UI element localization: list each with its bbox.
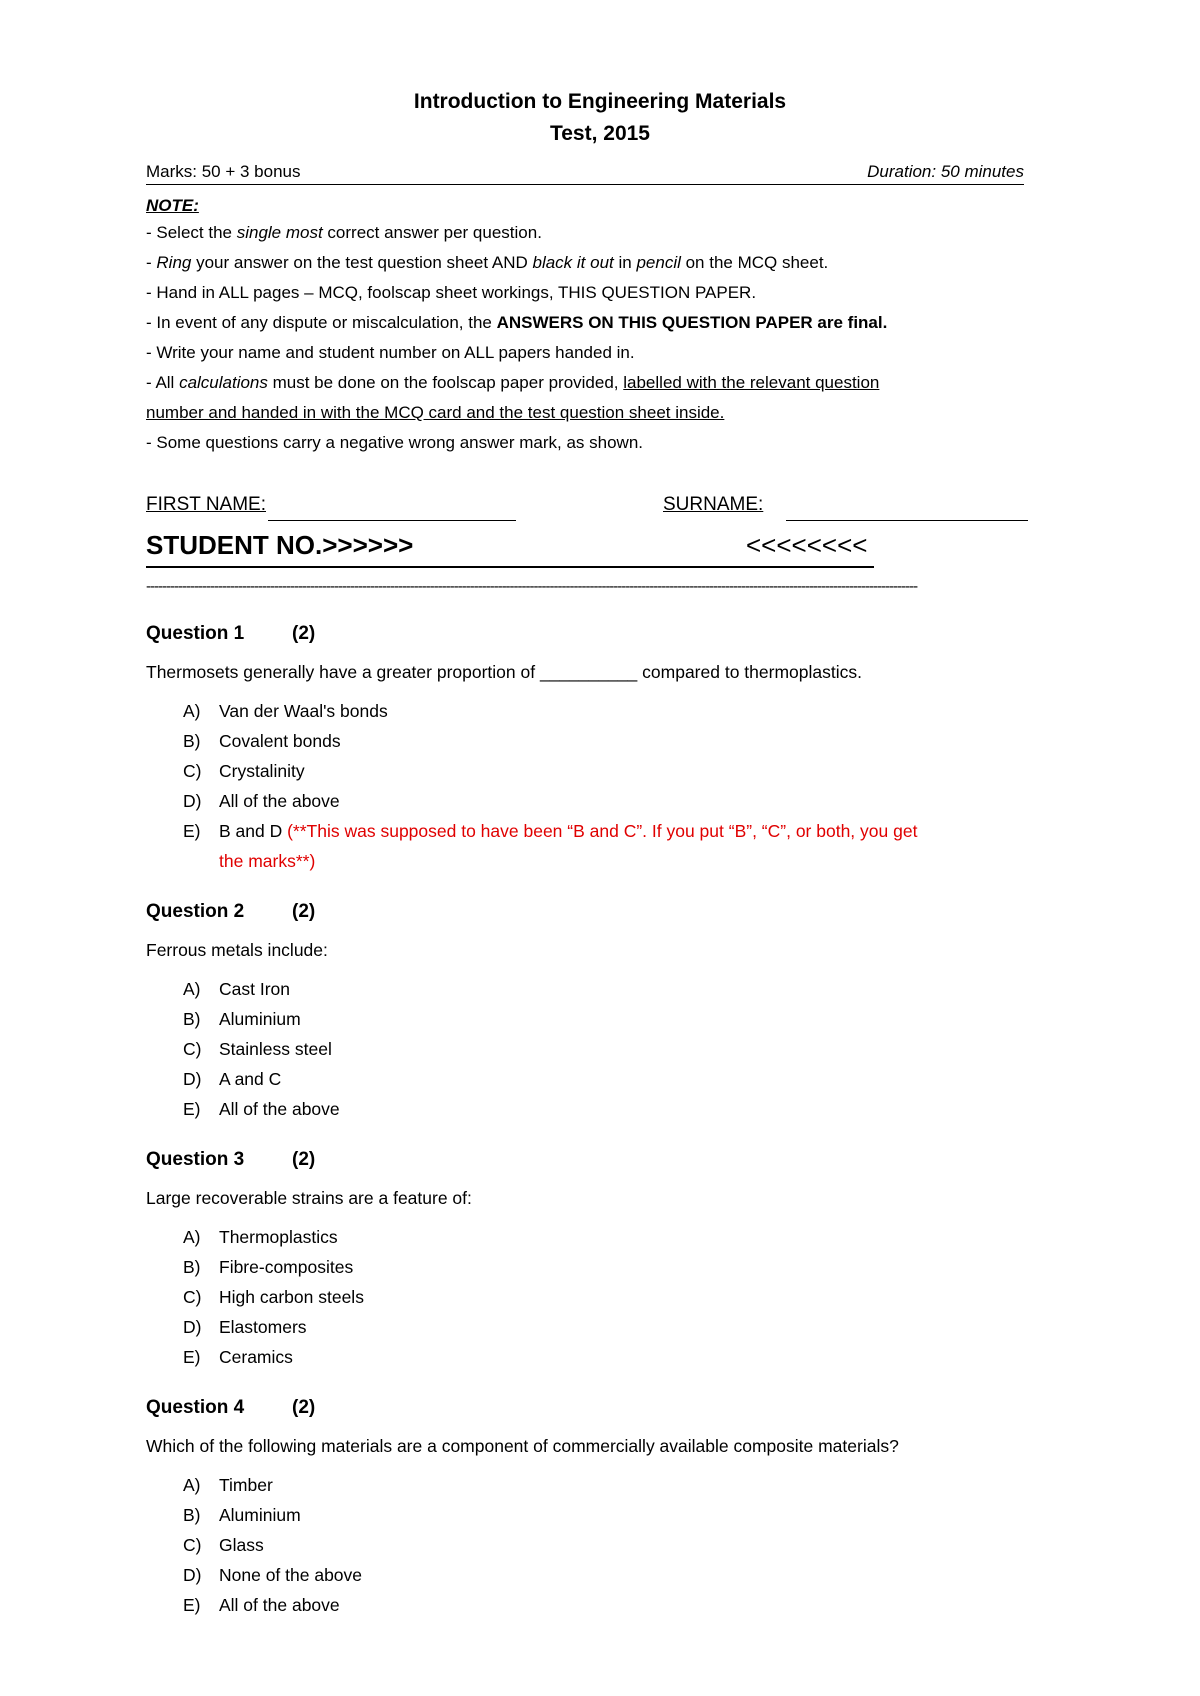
option-text: Cast Iron [219, 979, 290, 999]
question-1-heading [146, 623, 316, 645]
first-name-label: FIRST NAME: [146, 494, 266, 515]
question-label: Question 3 [146, 1149, 245, 1170]
question-2-option-b[interactable] [183, 1009, 301, 1030]
option-text: All of the above [219, 1099, 340, 1119]
question-1-option-a[interactable] [183, 701, 388, 722]
note-line-7: number and handed in with the MCQ card and the test question sheet inside. [146, 403, 725, 422]
option-letter: E) [183, 1099, 201, 1119]
option-text: Elastomers [219, 1317, 307, 1337]
note-line-3: - Hand in ALL pages – MCQ, foolscap sheet workings, THIS QUESTION PAPER. [146, 283, 757, 302]
option-text: Ceramics [219, 1347, 293, 1367]
question-1-option-d[interactable] [183, 791, 340, 812]
question-3-heading [146, 1149, 316, 1171]
note-line-2 [146, 253, 828, 273]
option-letter: B) [183, 1009, 201, 1029]
note-text: must be done on the foolscap paper provided, [267, 373, 624, 392]
note-text: on the MCQ sheet. [680, 253, 829, 272]
question-1-option-b[interactable] [183, 731, 341, 752]
option-text: B and D [219, 821, 288, 841]
note-emphasis: calculations [179, 373, 268, 392]
marks-duration-row [146, 160, 1024, 185]
question-3-text: Large recoverable strains are a feature of: [146, 1188, 472, 1208]
option-letter: A) [183, 701, 201, 721]
option-text: Fibre-composites [219, 1257, 354, 1277]
question-1-text: Thermosets generally have a greater proportion of __________ compared to thermoplastics. [146, 662, 862, 682]
separator-line: ------------------------------------------------------------------------------------------------------------------------------------------------------------------------------------------------- [146, 578, 918, 595]
option-letter: A) [183, 1227, 201, 1247]
note-bold: ANSWERS ON THIS QUESTION PAPER are final. [496, 313, 888, 332]
question-1-option-c[interactable] [183, 761, 305, 782]
option-letter: B) [183, 731, 201, 751]
note-emphasis: black it out [532, 253, 614, 272]
option-text: Glass [219, 1535, 264, 1555]
question-2-heading [146, 901, 316, 923]
question-marks: (2) [292, 623, 316, 644]
option-text: All of the above [219, 791, 340, 811]
question-2-option-c[interactable] [183, 1039, 332, 1060]
option-text: High carbon steels [219, 1287, 364, 1307]
question-2-option-e[interactable] [183, 1099, 340, 1120]
student-number-field[interactable] [146, 530, 874, 568]
option-letter: D) [183, 1069, 202, 1089]
option-letter: D) [183, 1565, 202, 1585]
question-2-text: Ferrous metals include: [146, 940, 328, 960]
question-3-option-a[interactable] [183, 1227, 338, 1248]
option-letter: B) [183, 1505, 201, 1525]
option-letter: E) [183, 1595, 201, 1615]
question-2-option-d[interactable] [183, 1069, 281, 1090]
question-4-heading [146, 1397, 316, 1419]
option-letter: A) [183, 979, 201, 999]
option-text: All of the above [219, 1595, 340, 1615]
question-3-option-e[interactable] [183, 1347, 293, 1368]
option-letter: D) [183, 791, 202, 811]
page-title: Introduction to Engineering Materials [413, 90, 787, 113]
correction-note-continued: the marks**) [219, 851, 316, 871]
option-letter: C) [183, 1287, 202, 1307]
question-marks: (2) [292, 901, 316, 922]
note-text: - All [146, 373, 180, 392]
marks-label: Marks: 50 + 3 bonus [146, 162, 301, 181]
question-3-option-c[interactable] [183, 1287, 364, 1308]
note-line-4 [146, 313, 887, 333]
question-4-option-e[interactable] [183, 1595, 340, 1616]
note-text: - In event of any dispute or miscalculation, the [146, 313, 497, 332]
duration-label: Duration: 50 minutes [867, 162, 1024, 181]
question-4-option-a[interactable] [183, 1475, 273, 1496]
option-letter: D) [183, 1317, 202, 1337]
option-letter: B) [183, 1257, 201, 1277]
question-4-option-b[interactable] [183, 1505, 301, 1526]
question-label: Question 2 [146, 901, 245, 922]
question-2-option-a[interactable] [183, 979, 290, 1000]
surname-field[interactable] [786, 520, 1028, 521]
question-4-option-d[interactable] [183, 1565, 362, 1586]
student-number-end: <<<<<<<< [746, 530, 868, 560]
question-4-option-c[interactable] [183, 1535, 264, 1556]
option-text: Aluminium [219, 1009, 301, 1029]
question-label: Question 4 [146, 1397, 245, 1418]
option-letter: A) [183, 1475, 201, 1495]
option-letter: C) [183, 1535, 202, 1555]
question-marks: (2) [292, 1397, 316, 1418]
option-text: Crystalinity [219, 761, 305, 781]
note-emphasis: Ring [156, 253, 192, 272]
note-line-8: - Some questions carry a negative wrong answer mark, as shown. [146, 433, 644, 452]
note-line-1 [146, 223, 542, 243]
note-emphasis: pencil [636, 253, 681, 272]
correction-note: (**This was supposed to have been “B and C”. If you put “B”, “C”, or both, you get [287, 821, 918, 841]
option-text: Aluminium [219, 1505, 301, 1525]
note-emphasis: single most [236, 223, 323, 242]
question-label: Question 1 [146, 623, 245, 644]
option-letter: C) [183, 761, 202, 781]
option-text: Timber [219, 1475, 273, 1495]
option-text: Thermoplastics [219, 1227, 338, 1247]
note-text: your answer on the test question sheet AND [191, 253, 533, 272]
option-letter: C) [183, 1039, 202, 1059]
question-marks: (2) [292, 1149, 316, 1170]
option-text: Covalent bonds [219, 731, 341, 751]
option-letter: E) [183, 1347, 201, 1367]
option-text: Stainless steel [219, 1039, 332, 1059]
surname-label: SURNAME: [663, 494, 764, 515]
option-text: None of the above [219, 1565, 363, 1585]
note-text: correct answer per question. [322, 223, 542, 242]
note-text: - Select the [146, 223, 237, 242]
note-line-5: - Write your name and student number on ALL papers handed in. [146, 343, 635, 362]
option-text: Van der Waal's bonds [219, 701, 388, 721]
option-letter: E) [183, 821, 201, 841]
question-1-option-e[interactable] [183, 821, 917, 842]
note-text: - [146, 253, 157, 272]
note-heading: NOTE: [146, 196, 199, 215]
note-underlined: labelled with the relevant question [623, 373, 880, 392]
question-4-text: Which of the following materials are a component of commercially available composite materials? [146, 1436, 899, 1456]
note-line-6 [146, 373, 879, 393]
student-number-label: STUDENT NO.>>>>>> [146, 530, 414, 560]
first-name-field[interactable] [268, 520, 516, 521]
note-text: in [613, 253, 637, 272]
question-3-option-b[interactable] [183, 1257, 353, 1278]
question-3-option-d[interactable] [183, 1317, 307, 1338]
option-text: A and C [219, 1069, 282, 1089]
page-subtitle: Test, 2015 [549, 122, 650, 145]
